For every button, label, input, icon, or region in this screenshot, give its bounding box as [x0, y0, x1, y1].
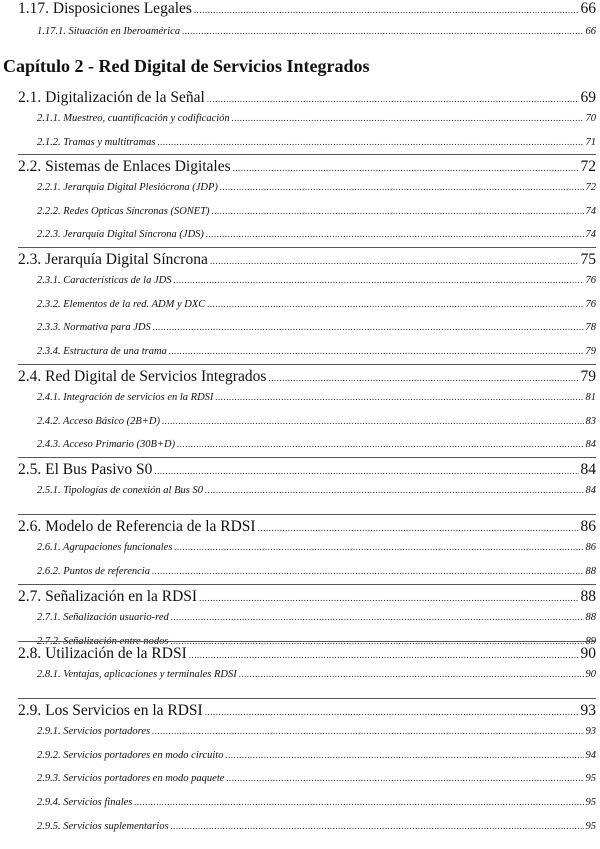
- dot-leader: [215, 392, 583, 402]
- toc-subsection-page: 88: [585, 612, 596, 623]
- dot-leader: [232, 113, 584, 123]
- toc-section-title: 2.9. Los Servicios en la RDSI: [18, 702, 203, 719]
- toc-section-title: 2.8. Utilización de la RDSI: [18, 645, 187, 662]
- toc-subsection-title: 2.9.1. Servicios portadores: [37, 726, 151, 737]
- toc-section-title: 2.3. Jerarquía Digital Síncrona: [18, 251, 208, 268]
- dot-leader: [157, 137, 583, 147]
- dot-leader: [206, 229, 584, 239]
- dot-leader: [177, 439, 583, 449]
- section-divider: [18, 698, 596, 699]
- toc-subsection-page: 95: [585, 797, 596, 809]
- toc-subsection-entry[interactable]: [37, 137, 596, 148]
- dot-leader: [268, 373, 578, 383]
- toc-subsection-title: 2.9.5. Servicios suplementarios: [37, 820, 169, 832]
- toc-entry-page: 66: [580, 0, 596, 17]
- toc-subsection-title: 2.5.1. Tipologías de conexión al Bus S0: [37, 485, 203, 496]
- dot-leader: [258, 523, 579, 533]
- toc-subsection-entry[interactable]: [37, 566, 596, 577]
- toc-subsection-title: 2.2.1. Jerarquía Digital Plesiócrona (JDP): [37, 182, 218, 193]
- toc-subsection-entry[interactable]: [37, 113, 596, 124]
- section-divider: [18, 364, 596, 365]
- toc-subsection-page: 95: [585, 773, 596, 785]
- toc-subsection-title: 2.4.1. Integración de servicios en la RDSI: [37, 392, 214, 403]
- toc-section-page: 69: [580, 89, 596, 106]
- dot-leader: [169, 346, 584, 356]
- toc-subsection-page: 94: [585, 749, 596, 761]
- toc-subsection-title: 2.1.2. Tramas y multitramas: [37, 136, 156, 148]
- toc-subsection-page: 84: [585, 439, 596, 451]
- toc-section-page: 75: [580, 251, 596, 268]
- toc-subsection-entry[interactable]: [37, 750, 596, 761]
- toc-subsection-entry[interactable]: [37, 416, 596, 427]
- toc-subentry-title: 1.17.1. Situación en Iberoamérica: [37, 26, 181, 37]
- toc-section-entry[interactable]: [18, 588, 596, 606]
- section-divider: [18, 514, 596, 515]
- toc-subsection-title: 2.3.4. Estructura de una trama: [37, 346, 167, 358]
- toc-subsection-entry[interactable]: [37, 346, 596, 357]
- dot-leader: [152, 726, 583, 736]
- toc-subsection-title: 2.3.1. Características de la JDS: [37, 275, 172, 286]
- toc-subsection-page: 93: [585, 726, 596, 737]
- dot-leader: [233, 163, 579, 173]
- toc-subsection-title: 2.2.3. Jerarquía Digital Síncrona (JDS): [37, 229, 204, 241]
- dot-leader: [174, 542, 583, 552]
- toc-section-title: 2.2. Sistemas de Enlaces Digitales: [18, 158, 231, 175]
- dot-leader: [207, 299, 583, 309]
- toc-subsection-page: 74: [585, 205, 596, 217]
- dot-leader: [199, 593, 578, 603]
- toc-subsection-entry[interactable]: [37, 275, 596, 286]
- toc-section-title: 2.6. Modelo de Referencia de la RDSI: [18, 518, 256, 535]
- dot-leader: [239, 669, 584, 679]
- dot-leader: [225, 750, 583, 760]
- toc-section-page: 88: [580, 588, 596, 605]
- section-divider: [18, 247, 596, 248]
- toc-subsection-page: 72: [585, 182, 596, 193]
- toc-subsection-title: 2.3.2. Elementos de la red. ADM y DXC: [37, 298, 206, 310]
- toc-subsection-entry[interactable]: [37, 322, 596, 333]
- toc-section-title: 2.7. Señalización en la RDSI: [18, 588, 198, 605]
- toc-subsection-entry[interactable]: [37, 773, 596, 784]
- toc-section-entry[interactable]: [18, 645, 596, 663]
- toc-section-title: 2.1. Digitalización de la Señal: [18, 89, 205, 106]
- toc-subsection-page: 79: [585, 346, 596, 358]
- toc-section-entry[interactable]: [18, 702, 596, 720]
- section-divider: [18, 641, 596, 642]
- dot-leader: [171, 821, 584, 831]
- toc-entry-title: 1.17. Disposiciones Legales: [18, 0, 192, 17]
- toc-subsection-entry[interactable]: [37, 206, 596, 217]
- toc-section-entry[interactable]: [18, 158, 596, 176]
- toc-subsection-entry[interactable]: [37, 182, 596, 193]
- toc-subsection-entry[interactable]: [37, 229, 596, 240]
- dot-leader: [173, 275, 583, 285]
- dot-leader: [152, 566, 584, 576]
- section-divider: [18, 154, 596, 155]
- toc-section-page: 79: [580, 368, 596, 385]
- toc-subsection-title: 2.7.1. Señalización usuario-red: [37, 612, 169, 623]
- section-divider: [18, 584, 596, 585]
- toc-subsection-page: 76: [585, 275, 596, 286]
- dot-leader: [226, 773, 583, 783]
- dot-leader: [194, 5, 579, 15]
- toc-section-entry[interactable]: [18, 518, 596, 536]
- dot-leader: [205, 707, 579, 717]
- toc-subsection-entry[interactable]: [37, 392, 596, 403]
- toc-subsection-entry[interactable]: [37, 299, 596, 310]
- toc-section-entry[interactable]: [18, 89, 596, 107]
- toc-subsection-title: 2.4.3. Acceso Primario (30B+D): [37, 439, 176, 451]
- dot-leader: [182, 26, 583, 36]
- toc-section-title: 2.5. El Bus Pasivo S0: [18, 461, 153, 478]
- toc-subsection-title: 2.2.2. Redes Ópticas Síncronas (SONET): [37, 205, 210, 217]
- toc-subsection-title: 2.6.1. Agrupaciones funcionales: [37, 542, 173, 553]
- toc-subsection-page: 83: [585, 415, 596, 427]
- toc-section-page: 90: [580, 645, 596, 662]
- dot-leader: [153, 322, 584, 332]
- toc-subsection-entry[interactable]: [37, 669, 596, 680]
- toc-subsection-page: 95: [585, 820, 596, 832]
- toc-subentry-page: 66: [585, 26, 596, 37]
- toc-section-page: 86: [580, 518, 596, 535]
- toc-subsection-entry[interactable]: [37, 612, 596, 623]
- toc-subentry[interactable]: [37, 26, 596, 37]
- toc-subsection-title: 2.8.1. Ventajas, aplicaciones y terminales RDSI: [37, 669, 237, 680]
- chapter-heading[interactable]: Capítulo 2 - Red Digital de Servicios Integrados: [3, 56, 370, 76]
- dot-leader: [154, 466, 578, 476]
- toc-section-page: 72: [580, 158, 596, 175]
- toc-subsection-title: 2.9.2. Servicios portadores en modo circuito: [37, 749, 224, 761]
- toc-subsection-page: 70: [585, 113, 596, 124]
- toc-section-entry[interactable]: [18, 461, 596, 479]
- toc-subsection-page: 89: [585, 635, 596, 647]
- toc-subsection-entry[interactable]: [37, 797, 596, 808]
- toc-subsection-title: 2.9.3. Servicios portadores en modo paquete: [37, 773, 225, 785]
- dot-leader: [134, 797, 583, 807]
- toc-subsection-page: 84: [585, 485, 596, 496]
- dot-leader: [162, 416, 584, 426]
- toc-section-title: 2.4. Red Digital de Servicios Integrados: [18, 368, 267, 385]
- toc-subsection-title: 2.9.4. Servicios finales: [37, 797, 133, 809]
- dot-leader: [189, 650, 579, 660]
- toc-subsection-entry[interactable]: [37, 542, 596, 553]
- toc-subsection-page: 78: [585, 322, 596, 334]
- toc-subsection-page: 81: [585, 392, 596, 403]
- toc-subsection-page: 86: [585, 542, 596, 553]
- section-divider: [18, 457, 596, 458]
- toc-subsection-entry[interactable]: [37, 439, 596, 450]
- toc-section-entry[interactable]: [18, 251, 596, 269]
- toc-section-page: 93: [580, 702, 596, 719]
- dot-leader: [207, 94, 579, 104]
- dot-leader: [212, 206, 584, 216]
- dot-leader: [220, 182, 584, 192]
- toc-subsection-title: 2.3.3. Normativa para JDS: [37, 322, 151, 334]
- toc-subsection-entry[interactable]: [37, 485, 596, 496]
- toc-section-page: 84: [580, 461, 596, 478]
- dot-leader: [210, 256, 579, 266]
- toc-subsection-title: 2.4.2. Acceso Básico (2B+D): [37, 415, 160, 427]
- dot-leader: [205, 485, 584, 495]
- toc-subsection-title: 2.1.1. Muestreo, cuantificación y codificación: [37, 113, 230, 124]
- toc-section-entry[interactable]: [18, 368, 596, 386]
- toc-subsection-page: 71: [585, 136, 596, 148]
- toc-subsection-entry[interactable]: [37, 726, 596, 737]
- toc-subsection-page: 90: [585, 669, 596, 680]
- toc-entry[interactable]: [18, 0, 596, 18]
- toc-subsection-page: 76: [585, 298, 596, 310]
- toc-subsection-page: 88: [585, 565, 596, 577]
- toc-subsection-title: 2.7.2. Señalización entre nodos: [37, 635, 169, 647]
- toc-subsection-title: 2.6.2. Puntos de referencia: [37, 565, 150, 577]
- toc-subsection-entry[interactable]: [37, 821, 596, 832]
- dot-leader: [171, 612, 584, 622]
- toc-subsection-page: 74: [585, 229, 596, 241]
